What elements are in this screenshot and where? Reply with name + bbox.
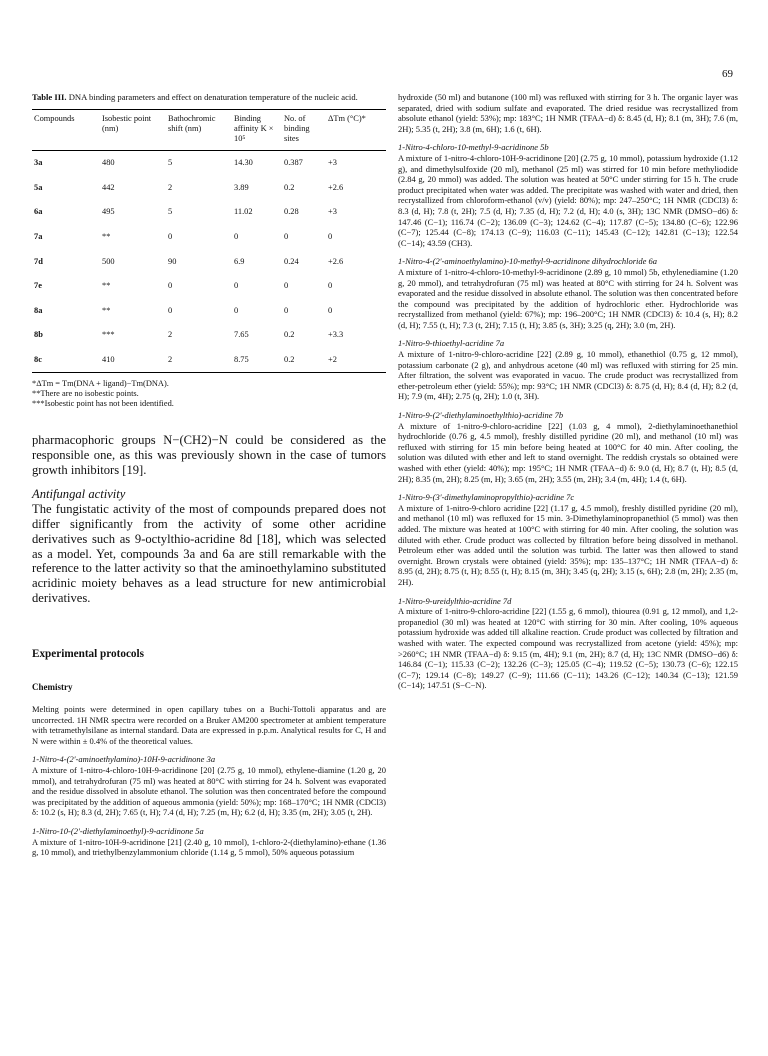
- table-cell: 0: [328, 232, 333, 242]
- dna-binding-table: [32, 109, 386, 373]
- compound-6a: [398, 256, 738, 330]
- table-cell: 0: [234, 232, 239, 242]
- table-cell: 0.24: [284, 256, 299, 266]
- table-cell: 5: [168, 158, 173, 168]
- compound-procedure: A mixture of 1-nitro-10H-9-acridinone [21] (2.40 g, 10 mmol), 1-chloro-2-(diethylamino)-ethane (1.36 g, 10 mmol), and triethylbenzylammonium chloride (1.14 g, 5 mmol), 50% aqueous potassium: [32, 836, 386, 858]
- compound-title: 1-Nitro-9-(2′-diethylaminoethylthio)-acridine 7b: [398, 410, 564, 421]
- table-footnotes: [32, 379, 386, 409]
- compound-7c: [398, 492, 738, 587]
- table-cell: 0.28: [284, 207, 299, 217]
- table-cell: 410: [100, 348, 166, 373]
- left-column-lower: [32, 704, 386, 858]
- col-header-sites: No. of binding sites: [282, 110, 326, 151]
- table-cell: 2: [168, 330, 173, 340]
- pharmacophore-paragraph: pharmacophoric groups N−(CH2)−N could be considered as the responsible one, as this was previously shown in the case of tumors growth inhibitors [19].: [32, 433, 386, 477]
- table-row: [32, 299, 386, 324]
- col-header-bathochromic: Bathochromic shift (nm): [166, 110, 232, 151]
- table-cell: **: [102, 305, 111, 315]
- col-header-compounds: Compounds: [32, 110, 100, 151]
- compound-procedure: A mixture of 1-nitro-9-chloro-acridine [22] (1.03 g, 4 mmol), 2-diethylaminoethanethiol hydrochloride (0.76 g, 4.5 mmol), freshly distilled pyridine (20 ml), and methanol (10 ml) was refluxed with stirring for 15 min before being heated at 100°C for 40 min. After cooling, the solution was diluted with ether and left to stand overnight. The reddish crystals so obtained were washed with ether (yield: 40%); mp: 195°C; 1H NMR (TFAA−d) δ: 9.0 (d, H); 8.7 (t, H); 8.5 (d, 2H); 8.35 (m, 2H); 8.25 (m, H); 3.65 (m, 2H); 3.55 (m, 2H); 3.4 (m, 4H); 1.4 (t, 6H).: [398, 420, 738, 484]
- compound-title: 1-Nitro-4-(2′-aminoethylamino)-10H-9-acridinone 3a: [32, 754, 216, 765]
- table-cell: **: [102, 232, 111, 242]
- compound-procedure: A mixture of 1-nitro-4-chloro-10H-9-acridinone [20] (2.75 g, 10 mmol), ethylene-diamine (1.20 g, 20 mmol), and tetrahydrofuran (75 ml) was heated at 80°C with stirring for 24 h. Solvent was evaporated and the residue dissolved in absolute ethanol. The solution was then concentrated before the compound was precipitated by the addition of aqueous ammonia (yield: 50%); mp: 168–170°C; 1H NMR (CDCl3) δ: 10.2 (s, H); 8.3 (d, 2H); 7.65 (t, H); 7.4 (d, H); 7.25 (m, H); 6.2 (d, H); 3.35 (m, 2H); 3.05 (t, 2H).: [32, 764, 386, 818]
- table-cell: 6.9: [234, 256, 245, 266]
- table-row: [32, 225, 386, 250]
- footnote: *ΔTm = Tm(DNA + ligand)−Tm(DNA).: [32, 379, 169, 389]
- table-cell: 6a: [34, 207, 43, 217]
- table-cell: 90: [168, 256, 177, 266]
- table-cell: 2: [168, 182, 173, 192]
- table-cell: ***: [102, 330, 115, 340]
- table-cell: 0.2: [284, 330, 295, 340]
- table-row: [32, 274, 386, 299]
- table-row: [32, 249, 386, 274]
- table-cell: 0.387: [284, 158, 303, 168]
- table-cell: +3: [328, 207, 337, 217]
- compound-procedure: A mixture of 1-nitro-4-chloro-10H-9-acridinone [20] (2.75 g, 10 mmol), potassium hydroxide (1.12 g), and dimethylsulfoxide (20 ml), methanol (25 ml) was stirred for 10 min before methyliodide (2.84 g, 20 mmol) was added. The solution was heated at 50°C under stirring for 15 h. The crude product precipitated when water was added. The precipitate was washed with water and dried, then recrystallized from chloroform-ethanol (v/v) (yield: 80%); mp: 247–250°C; 1H NMR (CDCl3) δ: 8.3 (d, H); 7.8 (t, 2H); 7.5 (d, H); 7.35 (d, H); 7.2 (d, H); 4.0 (s, 3H); 13C NMR (DMSO−d6) δ: 147.46 (C−1); 116.74 (C−2); 136.09 (C−3); 124.62 (C−4); 117.87 (C−5); 134.80 (C−6); 122.96 (C−7); 125.44 (C−8); 174.13 (C−9); 116.03 (C−11); 145.43 (C−12); 142.81 (C−13); 122.54 (C−14); 43.59 (CH3).: [398, 152, 738, 248]
- table-cell: 0: [168, 232, 173, 242]
- table-cell: 480: [102, 158, 115, 168]
- table-cell: 7.65: [234, 330, 249, 340]
- table-cell: 442: [102, 182, 115, 192]
- compound-7d: [398, 596, 738, 691]
- table-header-row: [32, 110, 386, 151]
- table-row: [32, 151, 386, 176]
- table-cell: +3: [328, 158, 337, 168]
- compound-procedure: A mixture of 1-nitro-9-chloro acridine [22] (1.17 g, 4.5 mmol), freshly distilled pyridine (20 ml), and methanol (10 ml) was refluxed for 15 min. 3-Dimethylaminopropanethiol (5 mmol) was then added. The mixture was heated at 100°C with stirring for 40 min. After cooling, the solution was diluted with ether. Crude product was collected by filtration before being dissolved in methanol. Petroleum ether was added until the solution was turbid. The latter was then allowed to stand overnight. Brown crystals were obtained (yield: 35%); mp: 135–137°C; 1H NMR (TFAA−d) δ: 8.95 (d, 2H); 8.75 (t, H); 8.55 (t, H); 8.15 (m, 3H); 3.45 (q, 2H); 3.15 (s, 6H); 2.8 (m, 2H); 2.35 (m, 2H).: [398, 502, 738, 587]
- continued-paragraph: hydroxide (50 ml) and butanone (100 ml) was refluxed with stirring for 3 h. The organic layer was separated, dried with sodium sulfate and evaporated. The dried residue was recrystallized from absolute ethanol (yield: 53%); mp: 183°C; 1H NMR (TFAA−d) δ: 8.45 (d, H); 8.1 (m, 3H); 7.6 (m, 2H); 5.35 (t, 2H); 3.8 (m, 6H); 1.6 (t, 6H).: [398, 92, 738, 134]
- compound-title: 1-Nitro-10-(2′-diethylaminoethyl)-9-acridinone 5a: [32, 825, 204, 836]
- table-cell: 0: [168, 281, 173, 291]
- table-row: [32, 323, 386, 348]
- compound-title: 1-Nitro-9-(3′-dimethylaminopropylthio)-acridine 7c: [398, 492, 575, 503]
- table-cell: 0.2: [284, 182, 295, 192]
- table-cell: +2.6: [328, 182, 344, 192]
- right-column: [398, 92, 738, 691]
- chemistry-paragraph: Melting points were determined in open capillary tubes on a Buchi-Tottoli apparatus and are uncorrected. 1H NMR spectra were recorded on a Bruker AM200 spectrometer at ambient temperature with tetramethylsilane as internal standard. Data are expressed in p.p.m. Analytical results for C, H and N were within ± 0.4% of the theoretical values.: [32, 704, 386, 746]
- compound-title: 1-Nitro-9-thioethyl-acridine 7a: [398, 338, 505, 349]
- footnote: **There are no isobestic points.: [32, 389, 139, 399]
- table-cell: 0.2: [282, 348, 326, 373]
- col-header-affinity: Binding affinity K × 10⁵: [232, 110, 282, 151]
- col-header-isobestic: Isobestic point (nm): [100, 110, 166, 151]
- table-cell: 0: [168, 305, 173, 315]
- table-body: [32, 151, 386, 373]
- table-cell: 14.30: [234, 158, 253, 168]
- table-cell: 7e: [34, 281, 42, 291]
- compound-5b: [398, 142, 738, 248]
- compound-7a: [398, 338, 738, 402]
- compound-title: 1-Nitro-4-(2′-aminoethylamino)-10-methyl-9-acridinone dihydrochloride 6a: [398, 256, 658, 267]
- footnote: ***Isobestic point has not been identified.: [32, 399, 174, 409]
- table-cell: 0: [234, 281, 239, 291]
- table-cell: +2.6: [328, 256, 344, 266]
- compound-title: 1-Nitro-4-chloro-10-methyl-9-acridinone 5b: [398, 142, 549, 153]
- table-cell: 8.75: [232, 348, 282, 373]
- compound-title: 1-Nitro-9-ureidylthio-acridine 7d: [398, 595, 512, 606]
- table-cell: 5: [168, 207, 173, 217]
- antifungal-heading: Antifungal activity: [32, 487, 126, 502]
- table-label: Table III.: [32, 92, 67, 102]
- table-cell: 11.02: [234, 207, 253, 217]
- compound-procedure: A mixture of 1-nitro-9-chloro-acridine [22] (2.89 g, 10 mmol), ethanethiol (0.75 g, 12 mmol), potassium carbonate (2 g), and anhydrous acetone (40 ml) was refluxed with stirring for 25 min. After filtration, the solvent was evaporated in vacuo. The crude product was recrystallized from ether-petroleum ether (yield: 55%); mp: 93°C; 1H NMR (CDCl3) δ: 8.75 (d, H); 8.4 (d, H); 8.2 (d, H); 7.9 (m, 4H); 2.75 (q, 2H); 1.0 (t, 3H).: [398, 349, 738, 402]
- table-cell: 8c: [32, 348, 100, 373]
- table-cell: 8b: [34, 330, 43, 340]
- col-header-dtm: ΔTm (°C)*: [326, 110, 386, 151]
- table-cell: 5a: [34, 182, 43, 192]
- table-cell: 0: [234, 305, 239, 315]
- compound-7b: [398, 410, 738, 484]
- compound-3a: [32, 754, 386, 818]
- table-cell: 3a: [34, 158, 43, 168]
- compound-procedure: A mixture of 1-nitro-9-chloro-acridine [22] (1.55 g, 6 mmol), thiourea (0.91 g, 12 mmol), and 1,2-propanediol (30 ml) was heated at 120°C with stirring for 30 min. After cooling, 10% aqueous potassium hydroxide was added till alkaline reaction. Crude product was collected by filtration and washed with water. The expected compound was recrystallized from acetone (yield: 45%); mp: >260°C; 1H NMR (TFAA−d) δ: 9.15 (m, 4H); 9.1 (m, 2H); 8.7 (d, H); 13C NMR (DMSO−d6) δ: 146.84 (C−1); 115.33 (C−2); 132.26 (C−3); 125.05 (C−4); 119.52 (C−5); 130.73 (C−6); 122.15 (C−7); 129.14 (C−8); 149.27 (C−9); 111.66 (C−11); 143.26 (C−12); 140.34 (C−13); 121.59 (C−14); 147.51 (S−C−N).: [398, 606, 738, 691]
- table-row: [32, 348, 386, 373]
- table-cell: **: [102, 281, 111, 291]
- table-cell: 0: [284, 305, 289, 315]
- table-cell: 0: [328, 305, 333, 315]
- table-row: [32, 200, 386, 225]
- table-cell: 0: [284, 281, 289, 291]
- table-cell: 0: [284, 232, 289, 242]
- table-cell: 7a: [34, 232, 43, 242]
- table-cell: +3.3: [328, 330, 344, 340]
- experimental-heading: Experimental protocols: [32, 648, 144, 660]
- left-column: [32, 92, 386, 605]
- compound-procedure: A mixture of 1-nitro-4-chloro-10-methyl-9-acridinone (2.89 g, 10 mmol) 5b, ethylenediamine (1.20 g, 20 mmol), and tetrahydrofuran (75 ml) was heated at 80°C with stirring for 24 h. Solvent was evaporated and the residue dissolved in absolute ethanol. The solution was then concentrated before the compound was precipitated by the addition of hydrochloric ether. Hydrochloride was recrystallized from methanol (yield: 67%); mp: 196–200°C; 1H NMR (CDCl3) δ: 10.4 (s, H); 8.2 (d, H); 7.55 (t, H); 7.3 (t, 2H); 7.15 (t, H); 3.85 (s, 3H); 3.25 (q, 2H); 3.0 (m, 2H).: [398, 266, 738, 330]
- page-number: 69: [722, 68, 733, 80]
- antifungal-paragraph: The fungistatic activity of the most of compounds prepared does not differ significantly from the activity of some other acridine derivatives such as 9-octylthio-acridine 8d [18], which was selected as a model. Yet, compounds 3a and 6a are still remarkable with the reference to the latter activity so that the aminoethylamino substituted acridinic moiety behaves as a lead structure for new antimicrobial derivatives.: [32, 502, 386, 605]
- chemistry-heading: Chemistry: [32, 682, 73, 692]
- table-cell: 500: [102, 256, 115, 266]
- table-cell: 3.89: [234, 182, 249, 192]
- compound-5a: [32, 826, 386, 858]
- table-cell: 2: [166, 348, 232, 373]
- table-cell: +2: [326, 348, 386, 373]
- table-caption-text: DNA binding parameters and effect on denaturation temperature of the nucleic acid.: [68, 92, 358, 102]
- table-row: [32, 176, 386, 201]
- table-cell: 7d: [34, 256, 43, 266]
- table-caption: [32, 92, 386, 103]
- table-cell: 8a: [34, 305, 43, 315]
- table-cell: 495: [102, 207, 115, 217]
- table-cell: 0: [328, 281, 333, 291]
